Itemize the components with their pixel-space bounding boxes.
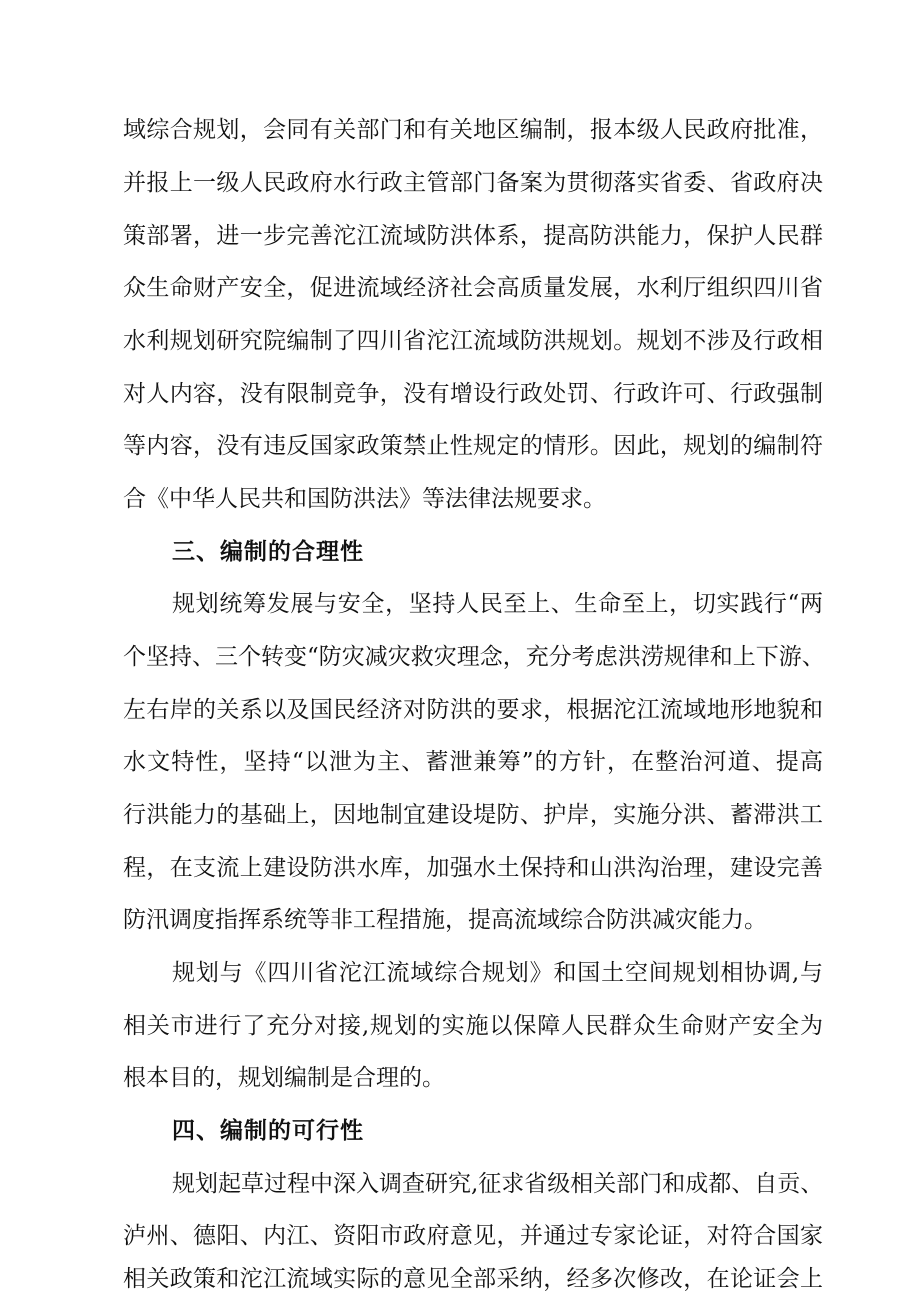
paragraph-line: 相关政策和沱江流域实际的意见全部采纳，经多次修改，在论证会上 [123, 1266, 823, 1292]
paragraph-line: 域综合规划，会同有关部门和有关地区编制，报本级人民政府批准， [123, 117, 823, 143]
paragraph-line: 相关市进行了充分对接,规划的实施以保障人民群众生命财产安全为 [123, 1013, 823, 1039]
paragraph-line: 合《中华人民共和国防洪法》等法律法规要求。 [123, 486, 606, 512]
paragraph-line: 左右岸的关系以及国民经济对防洪的要求，根据沱江流域地形地貌和 [123, 697, 823, 723]
paragraph-line: 规划统筹发展与安全，坚持人民至上、生命至上，切实践行“两 [172, 591, 823, 617]
paragraph-line: 根本目的，规划编制是合理的。 [123, 1065, 445, 1091]
paragraph-line: 程，在支流上建设防洪水库，加强水土保持和山洪沟治理，建设完善 [123, 855, 823, 881]
paragraph-line: 等内容，没有违反国家政策禁止性规定的情形。因此，规划的编制符 [123, 433, 823, 459]
paragraph-line: 对人内容，没有限制竞争，没有增设行政处罚、行政许可、行政强制 [123, 381, 823, 407]
paragraph-line: 水利规划研究院编制了四川省沱江流域防洪规划。规划不涉及行政相 [123, 328, 823, 354]
paragraph-line: 防汛调度指挥系统等非工程措施，提高流域综合防洪减灾能力。 [123, 907, 767, 933]
paragraph-line: 行洪能力的基础上，因地制宜建设堤防、护岸，实施分洪、蓄滞洪工 [123, 802, 823, 828]
paragraph-line: 众生命财产安全，促进流域经济社会高质量发展，水利厅组织四川省 [123, 275, 823, 301]
paragraph-line: 泸州、德阳、内江、资阳市政府意见，并通过专家论证，对符合国家 [123, 1223, 823, 1249]
section-heading-rationality: 三、编制的合理性 [172, 539, 364, 565]
section-heading-feasibility: 四、编制的可行性 [172, 1118, 364, 1144]
paragraph-line: 并报上一级人民政府水行政主管部门备案为贯彻落实省委、省政府决 [123, 170, 823, 196]
paragraph-line: 个坚持、三个转变“防灾减灾救灾理念，充分考虑洪涝规律和上下游、 [123, 644, 825, 670]
paragraph-line: 规划起草过程中深入调查研究,征求省级相关部门和成都、自贡、 [172, 1171, 824, 1197]
paragraph-line: 规划与《四川省沱江流域综合规划》和国土空间规划相协调,与 [172, 960, 823, 986]
paragraph-line: 策部署，进一步完善沱江流域防洪体系，提高防洪能力，保护人民群 [123, 223, 823, 249]
paragraph-line: 水文特性，坚持“以泄为主、蓄泄兼筹”的方针，在整治河道、提高 [123, 749, 823, 775]
